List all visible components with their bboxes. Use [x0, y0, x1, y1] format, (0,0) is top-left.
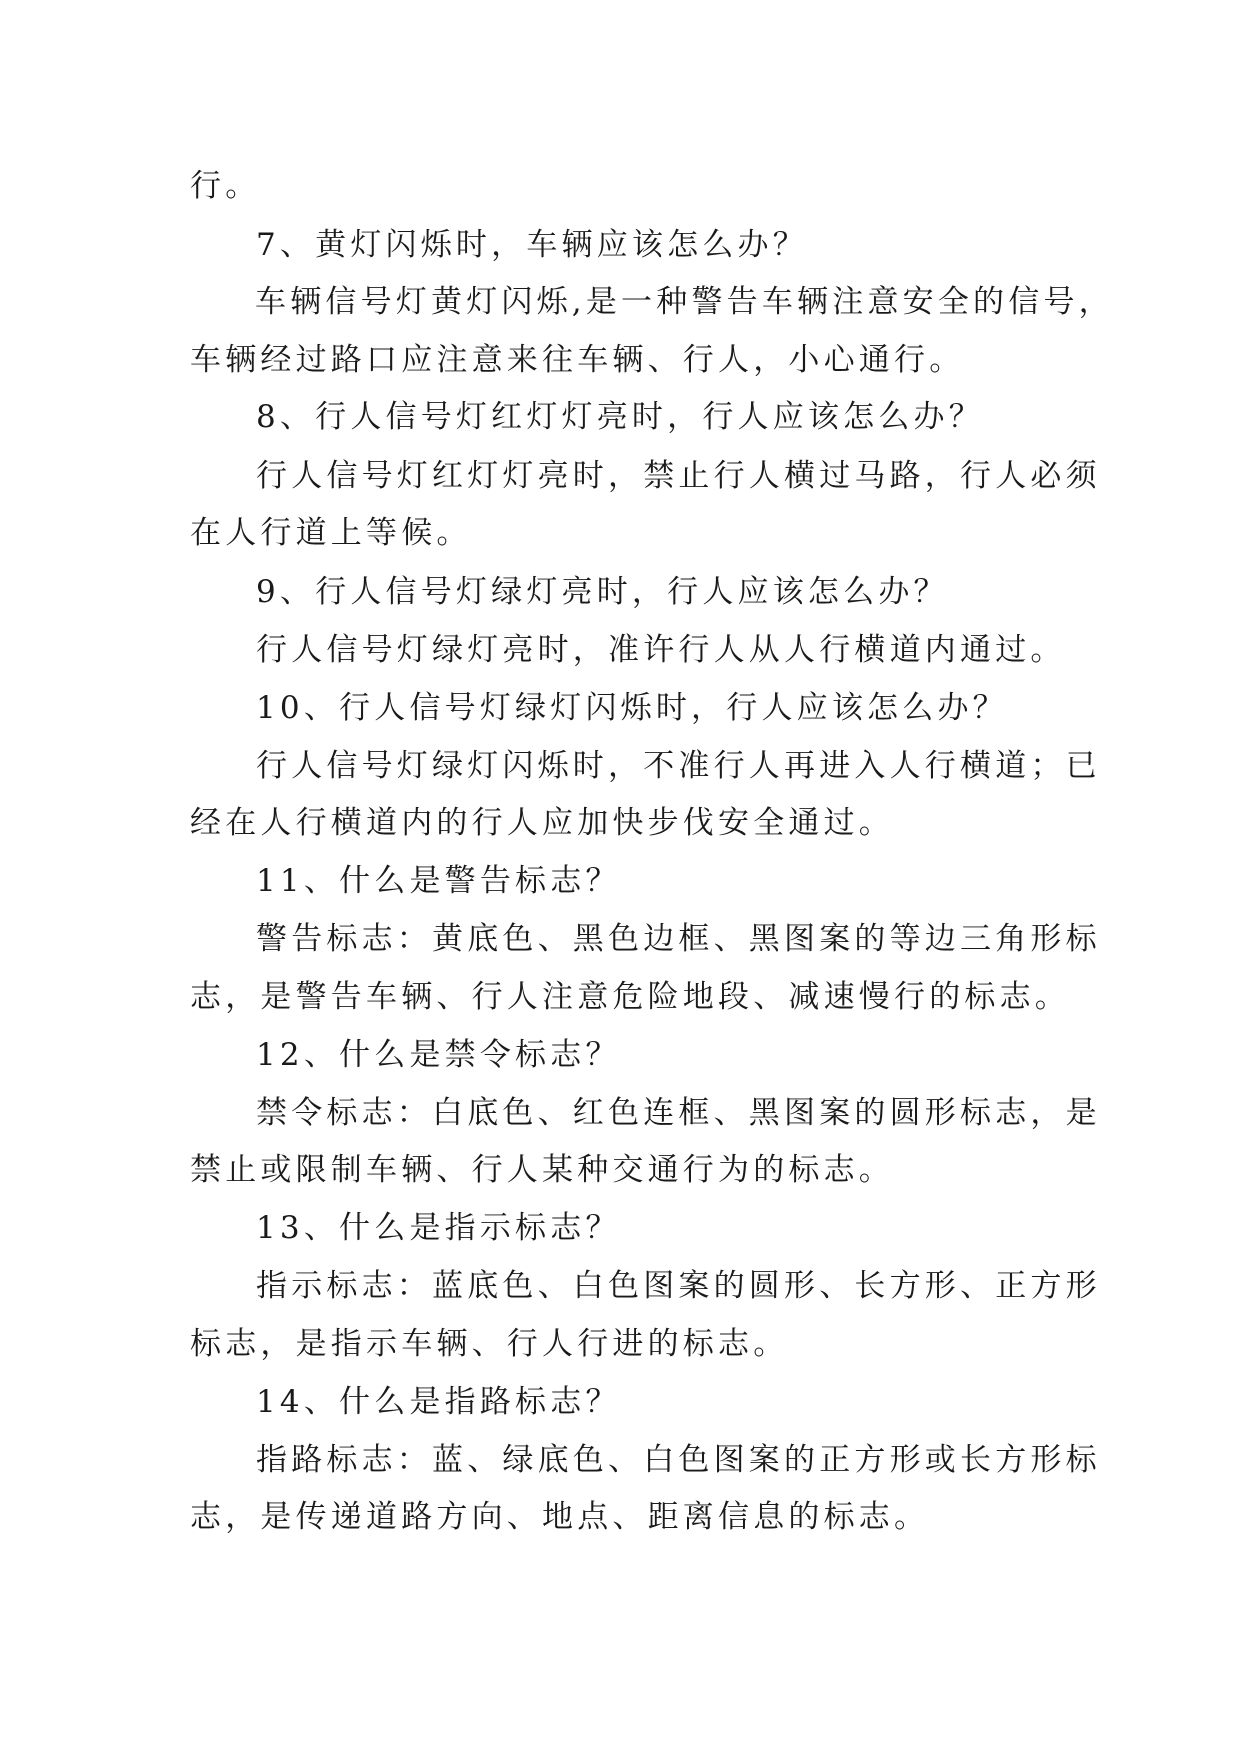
text-line: 车辆信号灯黄灯闪烁,是一种警告车辆注意安全的信号，: [255, 284, 1114, 320]
text-line: 禁止或限制车辆、行人某种交通行为的标志。: [190, 1152, 894, 1188]
question-heading: 8、行人信号灯红灯灯亮时，行人应该怎么办？: [256, 399, 984, 435]
text-line: 在人行道上等候。: [190, 515, 472, 551]
question-heading: 13、什么是指示标志？: [256, 1210, 621, 1246]
text-line: 行人信号灯红灯灯亮时，禁止行人横过马路，行人必须: [256, 458, 1101, 494]
question-heading: 7、黄灯闪烁时，车辆应该怎么办？: [256, 227, 808, 263]
question-heading: 11、什么是警告标志？: [256, 863, 621, 899]
text-line: 经在人行横道内的行人应加快步伐安全通过。: [190, 805, 894, 841]
text-line: 行人信号灯绿灯亮时，准许行人从人行横道内通过。: [256, 632, 1066, 668]
text-line: 标志，是指示车辆、行人行进的标志。: [190, 1326, 789, 1362]
text-line: 车辆经过路口应注意来往车辆、行人，小心通行。: [190, 342, 965, 378]
text-line: 行人信号灯绿灯闪烁时，不准行人再进入人行横道；已: [256, 748, 1101, 784]
question-heading: 10、行人信号灯绿灯闪烁时，行人应该怎么办？: [256, 690, 1008, 726]
text-line: 行。: [190, 168, 261, 204]
question-heading: 12、什么是禁令标志？: [256, 1037, 621, 1073]
question-heading: 9、行人信号灯绿灯亮时，行人应该怎么办？: [256, 574, 949, 610]
text-line: 志，是传递道路方向、地点、距离信息的标志。: [190, 1499, 930, 1535]
text-line: 禁令标志：白底色、红色连框、黑图案的圆形标志，是: [256, 1095, 1101, 1131]
text-line: 指路标志：蓝、绿底色、白色图案的正方形或长方形标: [256, 1442, 1101, 1478]
question-heading: 14、什么是指路标志？: [256, 1384, 621, 1420]
text-line: 志，是警告车辆、行人注意危险地段、减速慢行的标志。: [190, 979, 1070, 1015]
text-line: 警告标志：黄底色、黑色边框、黑图案的等边三角形标: [256, 921, 1101, 957]
text-line: 指示标志：蓝底色、白色图案的圆形、长方形、正方形: [256, 1268, 1101, 1304]
